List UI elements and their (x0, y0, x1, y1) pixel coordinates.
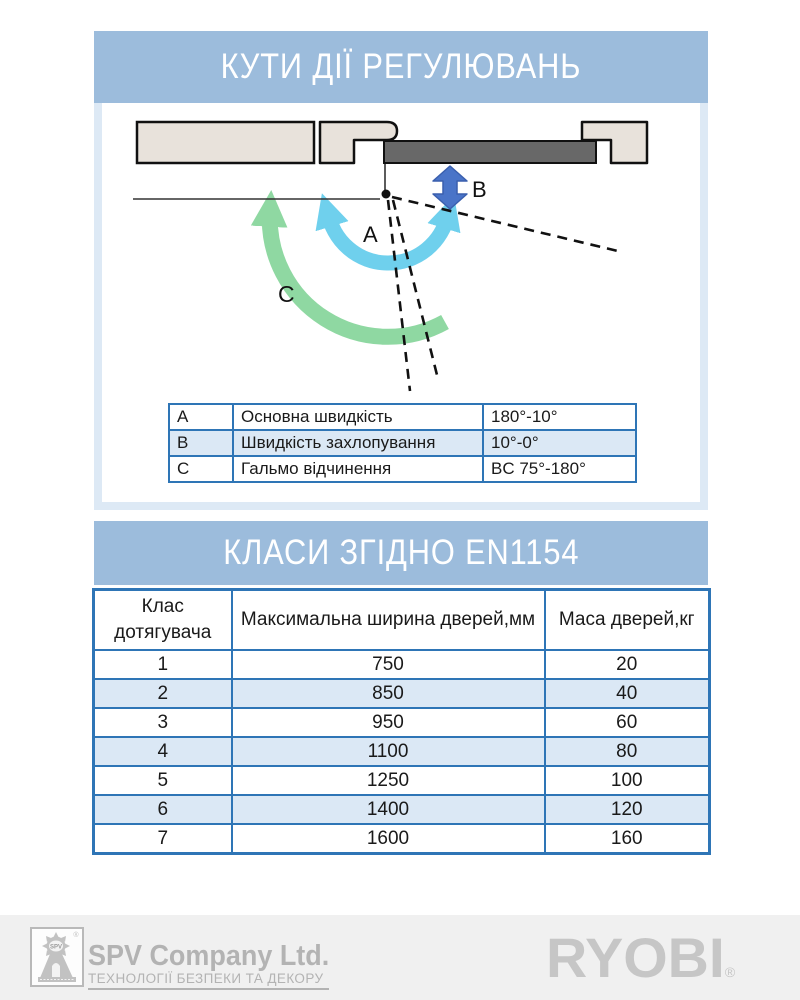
adjustment-name: Основна швидкість (233, 404, 483, 430)
diagram-label-b: B (472, 177, 487, 202)
adjustment-value: 180°-10° (483, 404, 636, 430)
door-leaf-closed (384, 141, 596, 163)
class-number: 6 (94, 795, 232, 824)
class-row (94, 708, 710, 737)
max-width-value: 1600 (232, 824, 545, 854)
adjustments-table (168, 403, 637, 483)
section1-header (94, 31, 708, 103)
mass-value: 100 (545, 766, 710, 795)
main-speed-arc-a (328, 212, 448, 263)
spv-registered-mark: ® (73, 932, 79, 939)
class-number: 2 (94, 679, 232, 708)
max-width-value: 750 (232, 650, 545, 679)
spv-logo-text: SPV (49, 944, 63, 951)
ryobi-logo (546, 925, 735, 990)
class-row (94, 795, 710, 824)
door-position-mid-line-1 (388, 200, 410, 391)
adjustment-row (169, 456, 636, 482)
class-row (94, 766, 710, 795)
mass-value: 40 (545, 679, 710, 708)
class-row (94, 824, 710, 854)
max-width-value: 1400 (232, 795, 545, 824)
class-row (94, 650, 710, 679)
class-number: 7 (94, 824, 232, 854)
class-row (94, 679, 710, 708)
section2-header (94, 521, 708, 585)
latch-speed-arrow-b (433, 166, 467, 209)
pivot-point (382, 190, 391, 199)
spv-logo (30, 927, 84, 987)
header-closer-class: Клас дотягувача (94, 590, 232, 651)
class-number: 5 (94, 766, 232, 795)
spv-company-name: SPV Company Ltd. (88, 940, 330, 972)
door-closer-angle-diagram (100, 108, 692, 402)
max-width-value: 1250 (232, 766, 545, 795)
mass-value: 20 (545, 650, 710, 679)
adjustment-row (169, 430, 636, 456)
mass-value: 160 (545, 824, 710, 854)
ryobi-brand-text: RYOBI (546, 926, 725, 989)
adjustment-value: 10°-0° (483, 430, 636, 456)
classes-header-row (94, 590, 710, 651)
wall-left-block (137, 122, 314, 163)
header-door-mass: Маса дверей,кг (545, 590, 710, 651)
adjustment-value: BC 75°-180° (483, 456, 636, 482)
arc-a-right-arrowhead (444, 215, 448, 228)
class-number: 1 (94, 650, 232, 679)
arc-a-left-arrowhead (328, 213, 332, 226)
spv-tagline: ТЕХНОЛОГІЇ БЕЗПЕКИ ТА ДЕКОРУ (88, 971, 329, 990)
door-position-mid-line-2 (393, 200, 438, 379)
section1-title: КУТИ ДІЇ РЕГУЛЮВАНЬ (220, 47, 582, 86)
max-width-value: 950 (232, 708, 545, 737)
adjustment-row (169, 404, 636, 430)
adjustment-key: C (169, 456, 233, 482)
section2-title: КЛАСИ ЗГІДНО EN1154 (222, 533, 580, 572)
adjustment-key: A (169, 404, 233, 430)
ryobi-registered-mark: ® (724, 964, 736, 980)
spv-logo-icon (32, 929, 82, 985)
adjustment-name: Гальмо відчинення (233, 456, 483, 482)
adjustment-name: Швидкість захлопування (233, 430, 483, 456)
opening-brake-arc-c (270, 212, 445, 337)
class-number: 3 (94, 708, 232, 737)
max-width-value: 850 (232, 679, 545, 708)
diagram-label-c: C (278, 281, 295, 307)
max-width-value: 1100 (232, 737, 545, 766)
mass-value: 120 (545, 795, 710, 824)
adjustment-key: B (169, 430, 233, 456)
footer (0, 915, 800, 1000)
header-max-door-width: Максимальна ширина дверей,мм (232, 590, 545, 651)
class-number: 4 (94, 737, 232, 766)
en1154-classes-table (92, 588, 711, 855)
mass-value: 60 (545, 708, 710, 737)
class-row (94, 737, 710, 766)
diagram-label-a: A (363, 222, 378, 247)
mass-value: 80 (545, 737, 710, 766)
